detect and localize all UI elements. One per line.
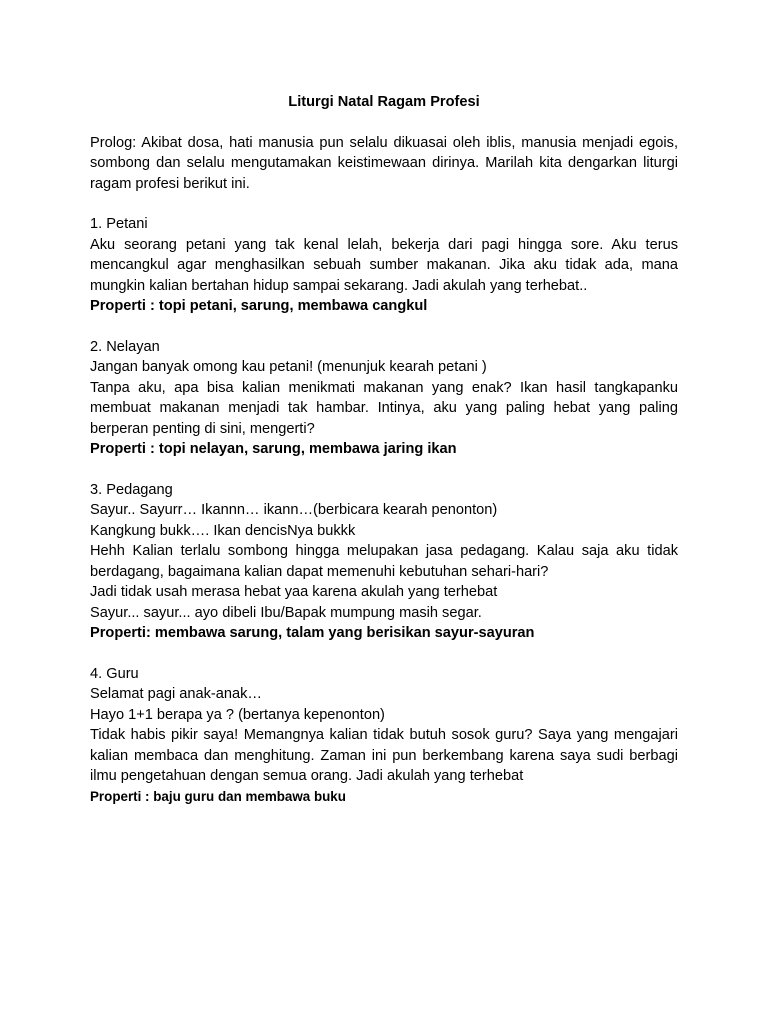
section-line: Jangan banyak omong kau petani! (menunjuk kearah petani ) [90, 359, 487, 375]
document-page [90, 92, 678, 807]
section-guru [90, 664, 678, 808]
section-properti: Properti: membawa sarung, talam yang berisikan sayur-sayuran [90, 625, 535, 641]
section-line: Aku seorang petani yang tak kenal lelah, bekerja dari pagi hingga sore. Aku terus mencangkul agar menghasilkan sebuah sumber makanan. Jika aku tidak ada, mana mungkin kalian bertahan hidup sampai sekarang. Jadi akulah yang terhebat.. [90, 236, 678, 294]
section-properti: Properti : topi petani, sarung, membawa cangkul [90, 298, 428, 314]
section-line: Selamat pagi anak-anak… [90, 686, 262, 702]
section-line: Kangkung bukk…. Ikan dencisNya bukkk [90, 522, 356, 539]
section-line: Hayo 1+1 berapa ya ? (bertanya kepenonton) [90, 706, 385, 723]
prolog-paragraph: Prolog: Akibat dosa, hati manusia pun selalu dikuasai oleh iblis, manusia menjadi egois, sombong dan selalu mengutamakan keistimewaan dirinya. Marilah kita dengarkan liturgi ragam profesi berikut ini. [90, 134, 678, 192]
section-line: Tidak habis pikir saya! Memangnya kalian tidak butuh sosok guru? Saya yang mengajari kalian membaca dan menghitung. Zaman ini pun berkembang karena saya sudi berbagi ilmu pengetahuan dengan semua orang. Jadi akulah yang terhebat [90, 727, 678, 784]
section-properti: Properti : topi nelayan, sarung, membawa jaring ikan [90, 441, 457, 457]
section-line: Tanpa aku, apa bisa kalian menikmati makanan yang enak? Ikan hasil tangkapanku membuat makanan menjadi tak hambar. Intinya, aku yang paling hebat yang paling berperan penting di sini, mengerti? [90, 379, 678, 437]
section-line: Sayur... sayur... ayo dibeli Ibu/Bapak mumpung masih segar. [90, 604, 482, 621]
section-line: Sayur.. Sayurr… Ikannn… ikann…(berbicara kearah penonton) [90, 502, 498, 518]
section-properti: Properti : baju guru dan membawa buku [90, 788, 346, 804]
section-heading: 1. Petani [90, 216, 148, 232]
document-title: Liturgi Natal Ragam Profesi [288, 94, 480, 110]
section-petani [90, 214, 678, 317]
section-line: Hehh Kalian terlalu sombong hingga melupakan jasa pedagang. Kalau saja aku tidak berdagang, bagaimana kalian dapat memenuhi kebutuhan sehari-hari? [90, 543, 678, 580]
section-heading: 3. Pedagang [90, 481, 173, 498]
section-heading: 4. Guru [90, 665, 139, 682]
section-nelayan [90, 337, 678, 460]
section-pedagang [90, 480, 678, 644]
section-heading: 2. Nelayan [90, 338, 160, 355]
section-line: Jadi tidak usah merasa hebat yaa karena akulah yang terhebat [90, 584, 498, 600]
